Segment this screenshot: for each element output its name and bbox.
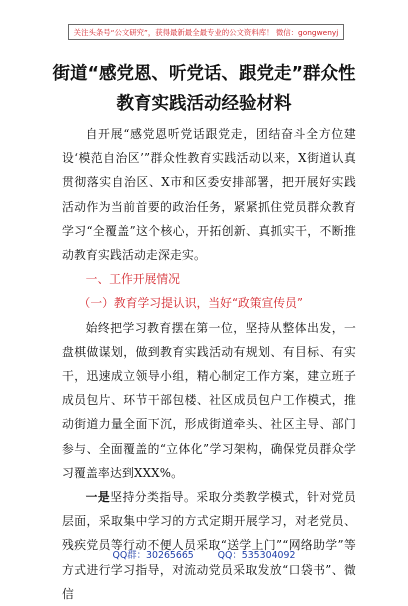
lead-phrase: 一是 <box>85 490 111 505</box>
footer-contact: QQ群：30265665 QQ：535304092 <box>112 550 296 561</box>
document-title-line-2: 教育实践活动经验材料 <box>116 94 292 114</box>
section-heading-work-progress: 一、工作开展情况 <box>85 272 180 287</box>
subsection-heading-education: （一）教育学习提认识，当好“政策宣传员” <box>78 296 303 311</box>
paragraph-text: 坚持分类指导。采取分类教学模式，针对党员层面，采取集中学习的方式定期开展学习，对老党员、残疾党员等行动不便人员采取“送学上门”“网络助学”等方式进行学习指导，对流动党员采取发放“口袋书”、微信 <box>62 490 356 601</box>
intro-paragraph: 自开展“感党恩听党话跟党走，团结奋斗全方位建设‘模范自治区’”群众性教育实践活动以来，X街道认真贯彻落实自治区、X市和区委安排部署，把开展好实践活动作为当前首要的政治任务，紧紧抓住党员群众教育学习“全覆盖”这个核心，开拓创新、真抓实干，不断推动教育实践活动走深走实。 <box>62 127 356 263</box>
document-body <box>62 122 356 606</box>
paragraph-classified-guidance <box>62 485 356 606</box>
paragraph-study-planning: 始终把学习教育摆在第一位，坚持从整体出发，一盘棋做谋划，做到教育实践活动有规划、有目标、有实干，迅速成立领导小组，精心制定工作方案，建立班子成员包片、环节干部包楼、社区成员包户工作模式，推动街道力量全面下沉，形成街道牵头、社区主导、部门参与、全面覆盖的“立体化”学习架构，确保党员群众学习覆盖率达到XXX%。 <box>62 320 356 480</box>
document-title-line-1: 街道“感党恩、听党话、跟党走”群众性 <box>52 64 356 84</box>
banner-text: 关注头条号“公文研究”，获得最新最全最专业的公文资料库！ 微信：gongwenyj <box>73 27 339 37</box>
top-banner <box>68 24 344 40</box>
